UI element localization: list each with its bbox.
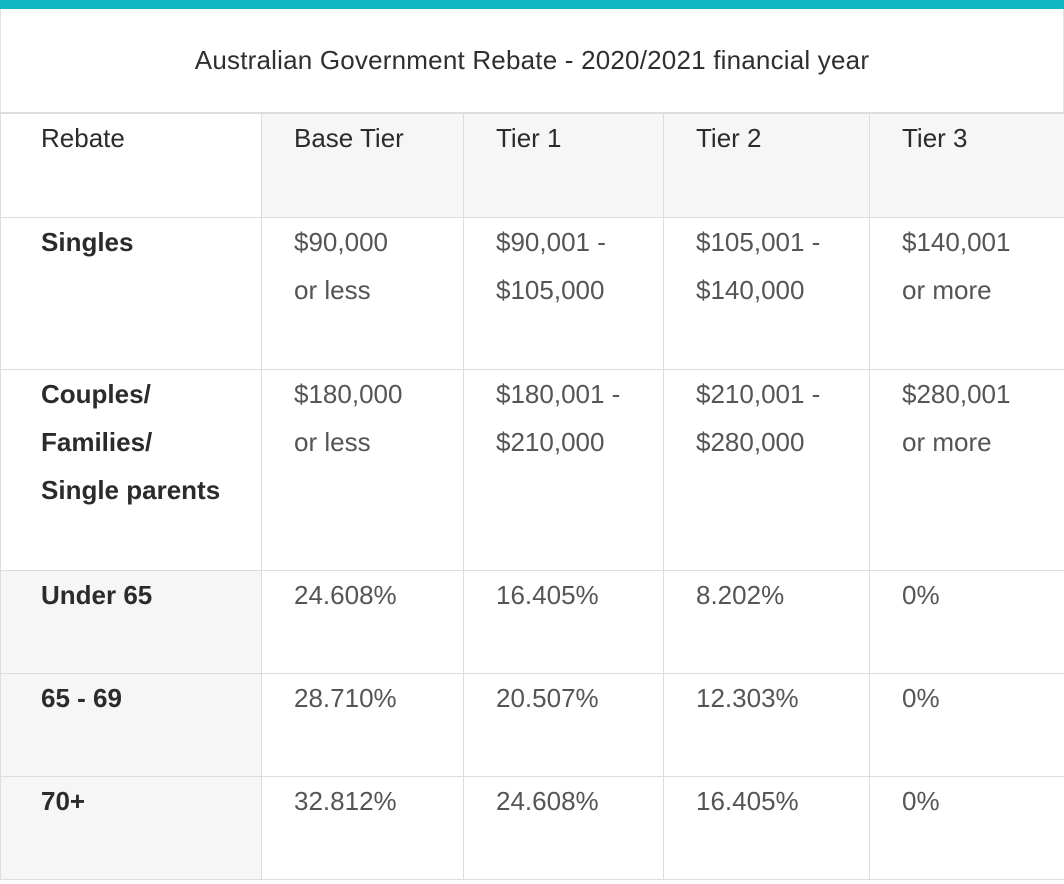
row-label-under-65: Under 65 bbox=[1, 571, 262, 674]
cell-line: or more bbox=[902, 427, 992, 457]
cell-line: $90,000 bbox=[294, 227, 388, 257]
row-label-line: Single parents bbox=[41, 475, 221, 505]
under-65-tier-3: 0% bbox=[870, 571, 1064, 674]
row-label-couples-families bbox=[1, 370, 262, 571]
age-70-plus-tier-2: 16.405% bbox=[664, 777, 870, 880]
row-label-65-69: 65 - 69 bbox=[1, 674, 262, 777]
cell-line: or more bbox=[902, 275, 992, 305]
age-65-69-base-tier: 28.710% bbox=[262, 674, 464, 777]
table-row-65-69 bbox=[1, 674, 1064, 777]
singles-base-tier bbox=[262, 218, 464, 370]
cell-line: $105,000 bbox=[496, 275, 605, 305]
row-label-line: Couples/ bbox=[41, 379, 151, 409]
row-label-line: Families/ bbox=[41, 427, 153, 457]
under-65-tier-2: 8.202% bbox=[664, 571, 870, 674]
cell-line: $280,000 bbox=[696, 427, 805, 457]
couples-tier-1 bbox=[464, 370, 664, 571]
table-row-70-plus bbox=[1, 777, 1064, 880]
header-base-tier: Base Tier bbox=[262, 114, 464, 218]
header-tier-3: Tier 3 bbox=[870, 114, 1064, 218]
age-65-69-tier-1: 20.507% bbox=[464, 674, 664, 777]
table-caption: Australian Government Rebate - 2020/2021 financial year bbox=[0, 9, 1064, 113]
cell-line: or less bbox=[294, 275, 371, 305]
table-row-singles bbox=[1, 218, 1064, 370]
singles-tier-3 bbox=[870, 218, 1064, 370]
couples-tier-2 bbox=[664, 370, 870, 571]
table-row-under-65 bbox=[1, 571, 1064, 674]
cell-line: $180,001 - bbox=[496, 379, 621, 409]
cell-line: $210,000 bbox=[496, 427, 605, 457]
age-65-69-tier-3: 0% bbox=[870, 674, 1064, 777]
cell-line: $280,001 bbox=[902, 379, 1011, 409]
table-header-row bbox=[1, 114, 1064, 218]
accent-top-bar bbox=[0, 0, 1064, 9]
header-rebate: Rebate bbox=[1, 114, 262, 218]
age-65-69-tier-2: 12.303% bbox=[664, 674, 870, 777]
rebate-table bbox=[0, 113, 1064, 880]
singles-tier-2 bbox=[664, 218, 870, 370]
header-tier-2: Tier 2 bbox=[664, 114, 870, 218]
age-70-plus-base-tier: 32.812% bbox=[262, 777, 464, 880]
row-label-singles bbox=[1, 218, 262, 370]
under-65-base-tier: 24.608% bbox=[262, 571, 464, 674]
table-row-couples-families bbox=[1, 370, 1064, 571]
age-70-plus-tier-3: 0% bbox=[870, 777, 1064, 880]
cell-line: $140,001 bbox=[902, 227, 1011, 257]
cell-line: $180,000 bbox=[294, 379, 403, 409]
row-label-70-plus: 70+ bbox=[1, 777, 262, 880]
header-tier-1: Tier 1 bbox=[464, 114, 664, 218]
age-70-plus-tier-1: 24.608% bbox=[464, 777, 664, 880]
cell-line: $105,001 - bbox=[696, 227, 821, 257]
cell-line: $90,001 - bbox=[496, 227, 606, 257]
row-label-line: Singles bbox=[41, 227, 134, 257]
cell-line: $210,001 - bbox=[696, 379, 821, 409]
under-65-tier-1: 16.405% bbox=[464, 571, 664, 674]
cell-line: or less bbox=[294, 427, 371, 457]
couples-base-tier bbox=[262, 370, 464, 571]
cell-line: $140,000 bbox=[696, 275, 805, 305]
singles-tier-1 bbox=[464, 218, 664, 370]
couples-tier-3 bbox=[870, 370, 1064, 571]
